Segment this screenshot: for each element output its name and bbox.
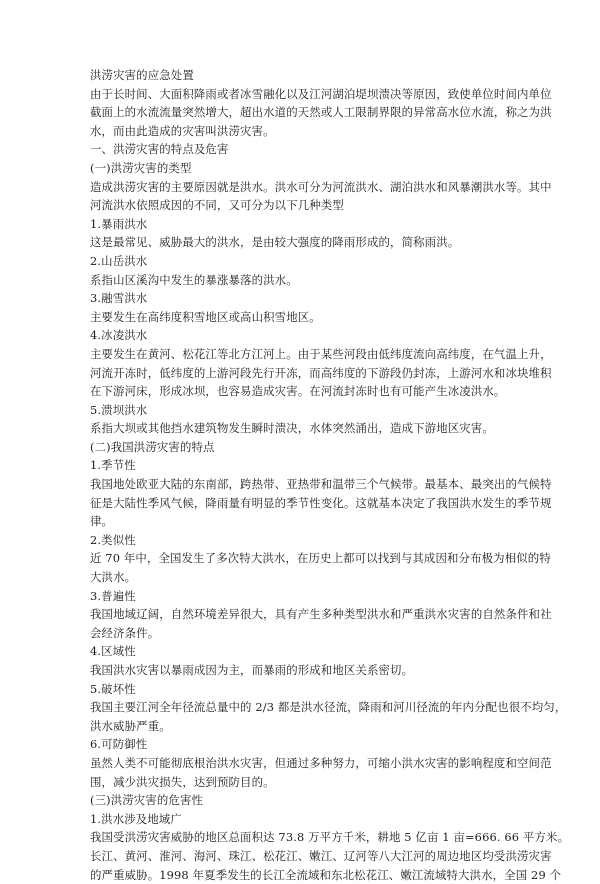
text-line: 截面上的水流流量突然增大，超出水道的天然或人工限制界限的异常高水位水流，称之为洪 — [90, 105, 552, 120]
text-line: 近 70 年中，全国发生了多次特大洪水，在历史上都可以找到与其成因和分布极为相似的特 — [90, 551, 551, 566]
text-line: 河流洪水依照成因的不同，又可分为以下几种类型 — [90, 198, 344, 213]
text-line: 征是大陆性季风气候，降雨量有明显的季节性变化。这就基本决定了我国洪水发生的季节规 — [90, 495, 552, 510]
text-line: 系指大坝或其他挡水建筑物发生瞬时溃决，水体突然涌出，造成下游地区灾害。 — [90, 421, 494, 436]
text-line: 1.暴雨洪水 — [90, 216, 148, 231]
text-line: 1.洪水涉及地域广 — [90, 811, 182, 826]
text-line: 3.融雪洪水 — [90, 291, 148, 306]
text-line: 在下游河床，形成冰坝，也容易造成灾害。在河流封冻时也有可能产生冰凌洪水。 — [90, 384, 506, 399]
text-line: 长江、黄河、淮河、海河、珠江、松花江、嫩江、辽河等八大江河的周边地区均受洪涝灾害 — [90, 848, 552, 863]
text-line: 系指山区溪沟中发生的暴涨暴落的洪水。 — [90, 272, 298, 287]
text-line: 主要发生在高纬度积雪地区或高山积雪地区。 — [90, 309, 321, 324]
text-line: 一、洪涝灾害的特点及危害 — [90, 142, 229, 157]
text-line: 主要发生在黄河、松花江等北方江河上。由于某些河段由低纬度流向高纬度，在气温上升， — [90, 346, 552, 361]
text-line: 4.冰凌洪水 — [90, 328, 148, 343]
text-line: 由于长时间、大面积降雨或者冰雪融化以及江河湖泊堤坝溃决等原因，致使单位时间内单位 — [90, 86, 552, 101]
text-line: 我国地域辽阔，自然环境差异很大，具有产生多种类型洪水和严重洪水灾害的自然条件和社 — [90, 607, 552, 622]
text-line: 2.山岳洪水 — [90, 253, 148, 268]
text-line: 我国洪水灾害以暴雨成因为主，而暴雨的形成和地区关系密切。 — [90, 663, 414, 677]
text-line: 律。 — [90, 514, 114, 529]
text-line: (一)洪涝灾害的类型 — [90, 160, 192, 175]
text-line: 河流开冻时，低纬度的上游河段先行开冻，而高纬度的下游段仍封冻，上游河水和冰块堆积 — [90, 365, 552, 380]
text-line: (二)我国洪涝灾害的特点 — [90, 439, 215, 454]
text-line: 我国地处欧亚大陆的东南部，跨热带、亚热带和温带三个气候带。最基本、最突出的气候特 — [90, 477, 552, 492]
text-line: (三)洪涝灾害的危害性 — [90, 793, 204, 808]
text-line: 2.类似性 — [90, 532, 136, 547]
text-line: 5.溃坝洪水 — [90, 402, 148, 417]
text-line: 5.破坏性 — [90, 681, 136, 696]
text-line: 4.区域性 — [90, 644, 136, 659]
text-line: 6.可防御性 — [90, 737, 148, 752]
text-line: 大洪水。 — [90, 570, 137, 585]
text-line: 的严重威胁。1998 年夏季发生的长江全流域和东北松花江、嫩江流域特大洪水，全国 29 个 — [90, 867, 562, 882]
text-line: 1.季节性 — [90, 458, 136, 473]
text-line: 水，而由此造成的灾害叫洪涝灾害。 — [90, 123, 275, 138]
text-line: 造成洪涝灾害的主要原因就是洪水。洪水可分为河流洪水、湖泊洪水和风暴潮洪水等。其中 — [90, 179, 552, 194]
text-line: 洪水威胁严重。 — [90, 718, 171, 733]
text-line: 会经济条件。 — [90, 625, 160, 640]
text-line: 这是最常见、威胁最大的洪水，是由较大强度的降雨形成的，简称雨洪。 — [90, 235, 460, 250]
text-line: 虽然人类不可能彻底根治洪水灾害，但通过多种努力，可缩小洪水灾害的影响程度和空间范 — [90, 755, 552, 770]
document-title: 洪涝灾害的应急处置 — [90, 68, 194, 82]
text-line: 我国主要江河全年径流总量中的 2/3 都是洪水径流，降雨和河川径流的年内分配也很不均匀， — [90, 700, 567, 715]
text-line: 我国受洪涝灾害威胁的地区总面积达 73.8 万平方千米，耕地 5 亿亩 1 亩=666. 66 平方米。 — [90, 830, 570, 845]
text-line: 围，减少洪灾损失，达到预防目的。 — [90, 774, 275, 789]
text-line: 3.普遍性 — [90, 588, 136, 603]
